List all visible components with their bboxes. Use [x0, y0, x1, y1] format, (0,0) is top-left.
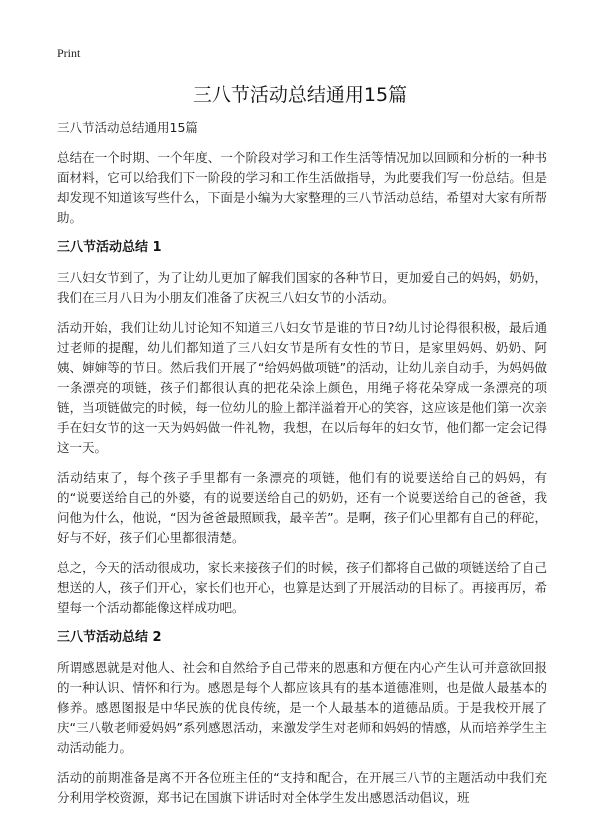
document-subtitle: 三八节活动总结通用15篇: [57, 120, 198, 135]
print-link[interactable]: Print: [57, 46, 81, 60]
paragraph: 总之，今天的活动很成功，家长来接孩子们的时候，孩子们都将自己做的项链送给了自己想送的人，孩子们开心，家长们也开心，也算是达到了开展活动的目标了。再接再厉，希望每一个活动都能像这样成功吧。: [57, 560, 547, 615]
paragraph: 三八妇女节到了，为了让幼儿更加了解我们国家的各种节日，更加爱自己的妈妈，奶奶，我们在三月八日为小朋友们准备了庆祝三八妇女节的小活动。: [57, 270, 547, 305]
section-heading: 三八节活动总结 2: [57, 630, 162, 645]
paragraph: 活动开始，我们让幼儿讨论知不知道三八妇女节是谁的节日?幼儿讨论得很积极，最后通过老师的提醒，幼儿们都知道了三八妇女节是所有女性的节日，是家里妈妈、奶奶、阿姨、婶婶等的节日。然后我们开展了“给妈妈做项链”的活动，让幼儿亲自动手，为妈妈做一条漂亮的项链，孩子们都很认真的把花朵涂上颜色，用绳子将花朵穿成一条漂亮的项链，当项链做完的时候，每一位幼儿的脸上都洋溢着开心的笑容，这应该是他们第一次亲手在妇女节的这一天为妈妈做一件礼物，我想，在以后每年的妇女节，他们都一定会记得这一天。: [57, 320, 547, 455]
document-title: 三八节活动总结通用15篇: [192, 84, 408, 106]
paragraph: 所谓感恩就是对他人、社会和自然给予自己带来的恩惠和方便在内心产生认可并意欲回报的一种认识、情怀和行为。感恩是每个人都应该具有的基本道德准则，也是做人最基本的修养。感恩图报是中华民族的优良传统，是一个人最基本的道德品质。于是我校开展了庆“三八敬老师爱妈妈”系列感恩活动，来激发学生对老师和妈妈的情感，从而培养学生主动活动能力。: [57, 660, 547, 755]
document-body: [57, 118, 547, 818]
paragraph: 活动的前期准备是离不开各位班主任的“支持和配合，在开展三八节的主题活动中我们充分利用学校资源，郑书记在国旗下讲话时对全体学生发出感恩活动倡议，班: [57, 770, 547, 805]
section-heading: 三八节活动总结 1: [57, 240, 162, 255]
paragraph: 活动结束了，每个孩子手里都有一条漂亮的项链，他们有的说要送给自己的妈妈，有的“说要送给自己的外婆，有的说要送给自己的奶奶，还有一个说要送给自己的爸爸，我问他为什么，他说，“因为爸爸最照顾我，最辛苦”。是啊，孩子们心里都有自己的秤砣，好与不好，孩子们心里都很清楚。: [57, 470, 547, 545]
intro-paragraph: 总结在一个时期、一个年度、一个阶段对学习和工作生活等情况加以回顾和分析的一种书面材料，它可以给我们下一阶段的学习和工作生活做指导，为此要我们写一份总结。但是却发现不知道该写些什么，下面是小编为大家整理的三八节活动总结，希望对大家有所帮助。: [57, 150, 547, 225]
